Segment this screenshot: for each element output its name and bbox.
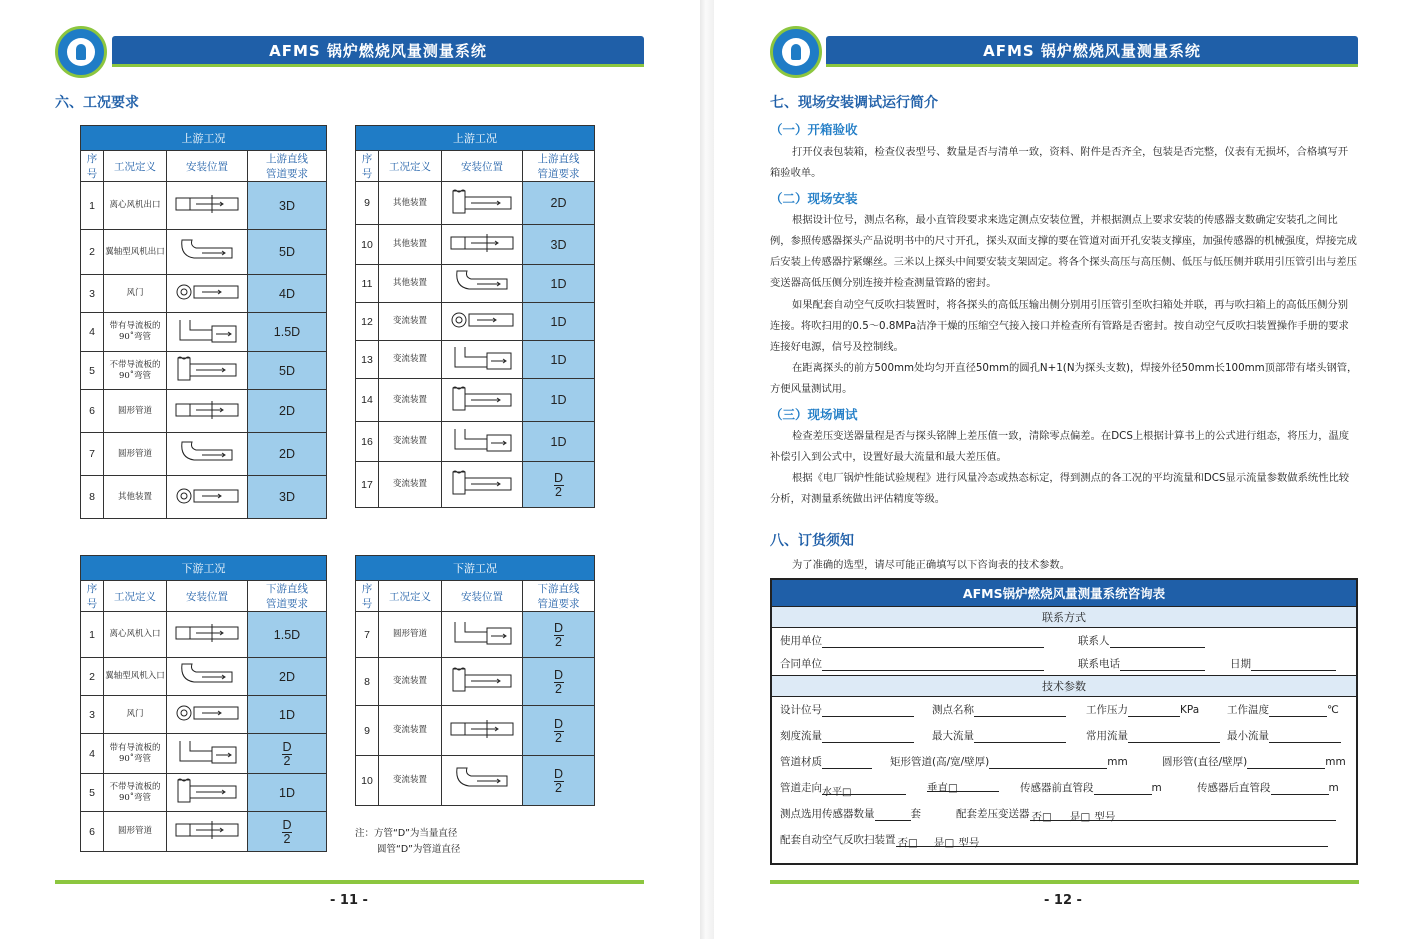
pipe-diagram	[442, 658, 523, 706]
round-pipe-field[interactable]	[1247, 757, 1325, 769]
header-definition: 工况定义	[379, 581, 442, 612]
requirement-value: 1D	[550, 352, 567, 367]
normal-flow-field[interactable]	[1128, 731, 1220, 743]
requirement-value: 1D	[279, 785, 295, 800]
pipe-diagram	[167, 612, 248, 658]
use-unit-label: 使用单位	[780, 635, 822, 647]
table-row	[81, 812, 327, 852]
m-unit-1: m	[1151, 782, 1162, 794]
rear-pipe-field[interactable]	[1271, 783, 1329, 795]
requirement-fraction: $\frac{D}{2}$	[282, 740, 292, 768]
row-requirement	[523, 658, 595, 706]
requirement-value: 5D	[279, 363, 295, 378]
pipe-diagram	[167, 390, 248, 433]
requirement-value: 1D	[279, 707, 295, 722]
max-flow-field[interactable]	[974, 731, 1066, 743]
table-row	[81, 433, 327, 476]
upstream-table-2	[355, 125, 595, 508]
table-row	[356, 462, 595, 508]
paragraph-commissioning-2: 根据《电厂锅炉性能试验规程》进行风量冷态或热态标定，得到测点的各工况的平均流量和DCS显示流量参数做系统性比较分析，对测量系统做出评估精度等级。	[770, 472, 1350, 505]
header-bar	[826, 36, 1358, 67]
date-field[interactable]	[1251, 659, 1336, 671]
page-number: - 12 -	[1044, 893, 1082, 908]
mm-unit-2: mm	[1325, 756, 1346, 768]
use-unit-field[interactable]	[822, 636, 1044, 648]
pipe-diagram	[167, 696, 248, 734]
date-label: 日期	[1230, 658, 1251, 670]
table-row	[81, 734, 327, 774]
row-definition: 变流装置	[379, 706, 442, 756]
requirement-value: 3D	[279, 490, 295, 504]
inquiry-form	[770, 578, 1358, 865]
row-number: 6	[81, 812, 104, 852]
paragraph-ordering: 为了准确的选型，请尽可能正确填写以下咨询表的技术参数。	[792, 559, 1071, 571]
pipe-diagram	[167, 658, 248, 696]
scale-flow-label: 刻度流量	[780, 730, 822, 742]
table-row	[81, 658, 327, 696]
table-caption: 上游工况	[81, 126, 327, 151]
round-pipe-label: 圆形管(直径/壁厚)	[1162, 756, 1248, 768]
requirement-value: 4D	[279, 286, 295, 301]
page-number: - 11 -	[330, 893, 368, 908]
section-title-8: 八、订货须知	[770, 533, 854, 549]
row-definition: 不带导流板的90˚弯管	[104, 352, 167, 390]
aece-logo	[55, 26, 107, 78]
m-unit-2: m	[1328, 782, 1339, 794]
row-requirement	[523, 341, 595, 379]
vertical-option[interactable]: 垂直□	[927, 780, 999, 792]
horizontal-option[interactable]: 水平□	[822, 783, 906, 795]
header-position: 安装位置	[167, 151, 248, 182]
scale-flow-field[interactable]	[822, 731, 914, 743]
header-definition: 工况定义	[104, 151, 167, 182]
table-row	[356, 265, 595, 303]
sensor-count-label: 测点选用传感器数量	[780, 808, 875, 820]
dp-yes-checkbox[interactable]: □	[1080, 811, 1091, 823]
dp-transmitter-field[interactable]: 否□ 是□ 型号	[1030, 809, 1336, 821]
requirement-value: 2D	[279, 447, 295, 461]
mm-unit-1: mm	[1107, 756, 1128, 768]
table-row	[356, 706, 595, 756]
pipe-diagram	[167, 812, 248, 852]
row-definition: 变流装置	[379, 462, 442, 508]
auto-blowback-label: 配套自动空气反吹扫装置	[780, 834, 896, 846]
row-number: 4	[81, 313, 104, 352]
row-definition: 圆形管道	[104, 812, 167, 852]
row-number: 3	[81, 275, 104, 313]
row-requirement	[523, 265, 595, 303]
pipe-diagram	[442, 182, 523, 225]
pipe-diagram	[167, 734, 248, 774]
requirement-fraction: $\frac{D}{2}$	[553, 471, 564, 499]
row-number: 16	[356, 422, 379, 462]
table-caption: 下游工况	[81, 556, 327, 581]
header-requirement: 上游直线 管道要求	[248, 151, 327, 182]
requirement-value: 2D	[279, 404, 295, 418]
contract-unit-label: 合同单位	[780, 658, 822, 670]
table-row	[81, 390, 327, 433]
page-11	[0, 0, 700, 939]
pipe-diagram	[167, 313, 248, 352]
table-row	[81, 313, 327, 352]
row-requirement	[248, 612, 327, 658]
point-name-label: 测点名称	[932, 704, 974, 716]
work-pressure-field[interactable]	[1128, 705, 1180, 717]
header-requirement: 上游直线 管道要求	[523, 151, 595, 182]
table-row	[81, 774, 327, 812]
table-row	[81, 612, 327, 658]
requirement-fraction: $\frac{D}{2}$	[553, 621, 564, 649]
auto-blowback-field[interactable]: 否□ 是□ 型号	[896, 835, 1328, 847]
row-requirement	[248, 774, 327, 812]
upstream-table-1	[80, 125, 327, 519]
row-requirement	[248, 390, 327, 433]
table-row	[81, 275, 327, 313]
point-name-field[interactable]	[974, 705, 1066, 717]
requirement-fraction: $\frac{D}{2}$	[282, 818, 292, 846]
row-requirement	[248, 352, 327, 390]
row-definition: 变流装置	[379, 756, 442, 806]
row-requirement	[523, 225, 595, 265]
paragraph-installation-3: 在距离探头的前方500mm处均匀开直径50mm的圆孔N+1(N为探头支数)，焊接外径50mm长100mm顶部带有堵头钢管，方便风量测试用。	[770, 362, 1358, 395]
row-definition: 翼轴型风机入口	[104, 658, 167, 696]
work-pressure-label: 工作压力	[1086, 704, 1128, 716]
rect-pipe-field[interactable]	[989, 757, 1107, 769]
pipe-diagram	[167, 275, 248, 313]
row-requirement	[248, 275, 327, 313]
subsection-title-1: （一）开箱验收	[770, 122, 858, 137]
row-number: 5	[81, 352, 104, 390]
row-definition: 其他装置	[379, 265, 442, 303]
row-definition: 离心风机入口	[104, 612, 167, 658]
blowback-yes-checkbox[interactable]: □	[944, 837, 955, 849]
table-row	[356, 303, 595, 341]
horizontal-checkbox[interactable]: □	[842, 787, 852, 798]
design-tag-field[interactable]	[822, 705, 914, 717]
table-caption: 上游工况	[356, 126, 595, 151]
row-definition: 离心风机出口	[104, 182, 167, 230]
requirement-value: 2D	[279, 669, 295, 684]
pipe-diagram	[167, 433, 248, 476]
min-flow-label: 最小流量	[1227, 730, 1269, 742]
row-definition: 带有导流板的90˚弯管	[104, 313, 167, 352]
row-definition: 圆形管道	[104, 433, 167, 476]
normal-flow-label: 常用流量	[1086, 730, 1128, 742]
row-definition: 变流装置	[379, 422, 442, 462]
row-number: 2	[81, 230, 104, 275]
header-no: 序 号	[356, 151, 379, 182]
row-number: 13	[356, 341, 379, 379]
table-note	[355, 826, 460, 858]
row-number: 3	[81, 696, 104, 734]
row-definition: 翼轴型风机出口	[104, 230, 167, 275]
section-title-7: 七、现场安装调试运行简介	[770, 95, 938, 111]
row-definition: 风门	[104, 275, 167, 313]
pipe-diagram	[442, 341, 523, 379]
header-requirement: 下游直线 管道要求	[248, 581, 327, 612]
book-gutter	[700, 0, 714, 939]
row-number: 6	[81, 390, 104, 433]
pipe-diagram	[442, 303, 523, 341]
pipe-diagram	[442, 265, 523, 303]
row-requirement	[248, 476, 327, 519]
table-row	[356, 422, 595, 462]
row-definition: 带有导流板的90˚弯管	[104, 734, 167, 774]
requirement-value: 3D	[550, 237, 567, 252]
pipe-diagram	[442, 422, 523, 462]
pipe-direction-label: 管道走向	[780, 782, 822, 794]
dp-transmitter-label: 配套差压变送器	[956, 808, 1030, 820]
table-row	[356, 182, 595, 225]
front-pipe-field[interactable]	[1094, 783, 1152, 795]
row-requirement	[523, 462, 595, 508]
paragraph-unboxing: 打开仪表包装箱，检查仪表型号、数量是否与清单一致，资料、附件是否齐全，包装是否完整，仪表有无损坏，合格填写开箱验收单。	[770, 146, 1349, 179]
requirement-value: 1D	[550, 276, 567, 291]
row-requirement	[523, 612, 595, 658]
requirement-fraction: $\frac{D}{2}$	[553, 767, 564, 795]
form-title: AFMS锅炉燃烧风量测量系统咨询表	[772, 580, 1356, 606]
table-row	[356, 379, 595, 422]
row-definition: 变流装置	[379, 341, 442, 379]
row-number: 9	[356, 182, 379, 225]
subsection-title-3: （三）现场调试	[770, 407, 858, 422]
row-number: 9	[356, 706, 379, 756]
row-requirement	[523, 182, 595, 225]
requirement-value: 3D	[279, 198, 295, 213]
row-definition: 变流装置	[379, 379, 442, 422]
row-number: 2	[81, 658, 104, 696]
requirement-fraction: $\frac{D}{2}$	[553, 668, 564, 696]
row-requirement	[523, 756, 595, 806]
row-number: 7	[356, 612, 379, 658]
sensor-count-field[interactable]	[875, 809, 911, 821]
vertical-checkbox[interactable]: □	[948, 782, 958, 794]
header-requirement: 下游直线 管道要求	[523, 581, 595, 612]
row-definition: 不带导流板的90˚弯管	[104, 774, 167, 812]
pipe-diagram	[442, 756, 523, 806]
table-caption: 下游工况	[356, 556, 595, 581]
table-row	[81, 230, 327, 275]
max-flow-label: 最大流量	[932, 730, 974, 742]
row-number: 5	[81, 774, 104, 812]
header-position: 安装位置	[442, 151, 523, 182]
row-definition: 其他装置	[379, 225, 442, 265]
row-definition: 圆形管道	[104, 390, 167, 433]
pipe-diagram	[442, 706, 523, 756]
pipe-material-label: 管道材质	[780, 756, 822, 768]
footer-rule	[770, 880, 1359, 884]
row-requirement	[248, 433, 327, 476]
header-no: 序 号	[81, 151, 104, 182]
table-row	[356, 341, 595, 379]
contact-header: 联系方式	[772, 606, 1356, 628]
row-requirement	[523, 303, 595, 341]
paragraph-commissioning-1: 检查差压变送器量程是否与探头铭牌上差压值一致，清除零点偏差。在DCS上根据计算书上的公式进行组态，将压力，温度补偿引入到公式中，设置好最大流量和最大差压值。	[770, 430, 1350, 463]
pipe-material-field[interactable]	[822, 757, 872, 769]
row-definition: 风门	[104, 696, 167, 734]
row-requirement	[248, 313, 327, 352]
footer-rule	[55, 880, 644, 884]
requirement-value: 1D	[550, 393, 567, 407]
row-requirement	[523, 706, 595, 756]
requirement-value: 1D	[550, 434, 567, 449]
header-title: AFMS 锅炉燃烧风量测量系统	[269, 41, 487, 60]
paragraph-installation-1: 根据设计位号，测点名称，最小直管段要求来选定测点安装位置，并根据测点上要求安装的传感器支数确定安装孔之间比例，参照传感器探头产品说明书中的尺寸开孔，探头双面支撑的要在管道对面开孔安装支撑座，加强传感器的机械强度，焊接完成后安装上传感器拧紧螺丝。三米以上探头中间要安装支架固定。将各个探头高压与高压侧、低压与低压侧并联用引压管引出与差压变送器高低压侧分别连接并检查测量管路的密封。	[770, 214, 1357, 289]
row-number: 8	[356, 658, 379, 706]
celsius-unit: ℃	[1327, 704, 1339, 716]
note-line-1: 注：方管“D”为当量直径	[355, 828, 458, 839]
header-definition: 工况定义	[379, 151, 442, 182]
section-title-6: 六、工况要求	[55, 95, 139, 111]
pipe-diagram	[442, 612, 523, 658]
row-number: 11	[356, 265, 379, 303]
pipe-diagram	[167, 774, 248, 812]
requirement-value: 1.5D	[273, 627, 301, 642]
contract-unit-field[interactable]	[822, 659, 1044, 671]
row-requirement	[248, 812, 327, 852]
table-row	[356, 756, 595, 806]
requirement-value: 5D	[279, 245, 295, 259]
row-requirement	[248, 230, 327, 275]
table-row	[356, 225, 595, 265]
row-number: 4	[81, 734, 104, 774]
requirement-value: 1D	[550, 314, 567, 329]
table-row	[356, 612, 595, 658]
table-row	[81, 352, 327, 390]
contact-person-label: 联系人	[1078, 635, 1110, 647]
contact-person-field[interactable]	[1110, 636, 1205, 648]
row-definition: 圆形管道	[379, 612, 442, 658]
blowback-no-checkbox[interactable]: □	[908, 837, 918, 849]
row-number: 7	[81, 433, 104, 476]
downstream-table-2	[355, 555, 595, 806]
pipe-diagram	[442, 225, 523, 265]
pipe-diagram	[442, 379, 523, 422]
row-number: 12	[356, 303, 379, 341]
row-requirement	[523, 379, 595, 422]
row-number: 8	[81, 476, 104, 519]
row-number: 1	[81, 182, 104, 230]
tech-header: 技术参数	[772, 675, 1356, 697]
requirement-fraction: $\frac{D}{2}$	[553, 717, 564, 745]
pipe-diagram	[167, 230, 248, 275]
aece-logo	[770, 26, 822, 78]
sets-unit: 套	[910, 808, 921, 820]
pipe-diagram	[442, 462, 523, 508]
row-definition: 变流装置	[379, 658, 442, 706]
row-definition: 其他装置	[104, 476, 167, 519]
pipe-diagram	[167, 352, 248, 390]
row-number: 10	[356, 225, 379, 265]
requirement-value: 1.5D	[273, 325, 301, 339]
rect-pipe-label: 矩形管道(高/宽/壁厚)	[890, 756, 990, 768]
row-number: 1	[81, 612, 104, 658]
header-no: 序 号	[356, 581, 379, 612]
pipe-diagram	[167, 182, 248, 230]
row-requirement	[523, 422, 595, 462]
table-row	[356, 658, 595, 706]
header-position: 安装位置	[442, 581, 523, 612]
table-row	[81, 182, 327, 230]
row-requirement	[248, 182, 327, 230]
header-bar	[112, 36, 644, 67]
work-temp-label: 工作温度	[1227, 704, 1269, 716]
header-no: 序 号	[81, 581, 104, 612]
row-definition: 其他装置	[379, 182, 442, 225]
row-requirement	[248, 658, 327, 696]
work-temp-field[interactable]	[1269, 705, 1327, 717]
row-number: 14	[356, 379, 379, 422]
header-title: AFMS 锅炉燃烧风量测量系统	[983, 41, 1201, 60]
row-definition: 变流装置	[379, 303, 442, 341]
contact-phone-label: 联系电话	[1078, 658, 1120, 670]
rear-pipe-label: 传感器后直管段	[1197, 782, 1271, 794]
design-tag-label: 设计位号	[780, 704, 822, 716]
requirement-value: 2D	[550, 196, 567, 210]
row-requirement	[248, 734, 327, 774]
header-position: 安装位置	[167, 581, 248, 612]
note-line-2: 圆管“D”为管道直径	[377, 844, 461, 855]
header-definition: 工况定义	[104, 581, 167, 612]
front-pipe-label: 传感器前直管段	[1020, 782, 1094, 794]
row-requirement	[248, 696, 327, 734]
kpa-unit: KPa	[1180, 704, 1200, 716]
downstream-table-1	[80, 555, 327, 852]
row-number: 10	[356, 756, 379, 806]
table-row	[81, 696, 327, 734]
min-flow-field[interactable]	[1269, 731, 1341, 743]
subsection-title-2: （二）现场安装	[770, 191, 858, 206]
paragraph-installation-2: 如果配套自动空气反吹扫装置时，将各探头的高低压输出侧分别用引压管引至吹扫箱处并联，再与吹扫箱上的高低压侧分别连接。将吹扫用的0.5～0.8MPa洁净干燥的压缩空气接入接口并检查所有管路是否密封。按自动空气反吹扫装置操作手册的要求连接好电源，信号及控制线。	[770, 299, 1349, 353]
dp-no-checkbox[interactable]: □	[1042, 811, 1052, 823]
pipe-diagram	[167, 476, 248, 519]
row-number: 17	[356, 462, 379, 508]
contact-phone-field[interactable]	[1120, 659, 1205, 671]
table-row	[81, 476, 327, 519]
